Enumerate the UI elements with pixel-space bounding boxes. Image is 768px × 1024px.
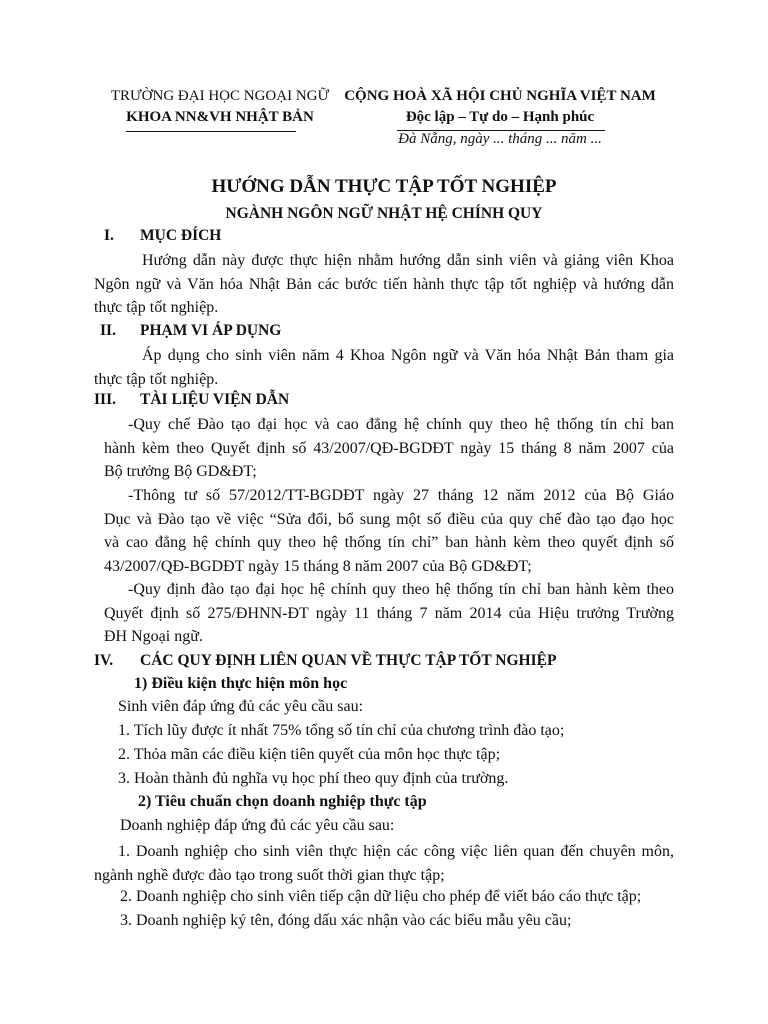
subsection-1-heading: 1) Điều kiện thực hiện môn học [134, 675, 348, 692]
section-1-line-3: thực tập tốt nghiệp. [94, 299, 219, 316]
section-1-title: MỤC ĐÍCH [140, 227, 222, 244]
section-2-line-1: Áp dụng cho sinh viên năm 4 Khoa Ngôn ngữ và Văn hóa Nhật Bản tham gia [142, 347, 674, 364]
subsection-2-heading: 2) Tiêu chuẩn chọn doanh nghiệp thực tập [138, 793, 427, 810]
enterprise-1-line-1: 1. Doanh nghiệp cho sinh viên thực hiện các công việc liên quan đến chuyên môn, [118, 843, 674, 860]
reference-item-2 [104, 484, 674, 578]
date-line: Đà Nẵng, ngày ... tháng ... năm ... [398, 131, 602, 147]
school-name: TRƯỜNG ĐẠI HỌC NGOẠI NGỮ [110, 88, 330, 104]
section-2-line-2: thực tập tốt nghiệp. [94, 370, 219, 388]
document-title: HƯỚNG DẪN THỰC TẬP TỐT NGHIỆP [211, 176, 557, 197]
subsection-2-intro: Doanh nghiệp đáp ứng đủ các yêu cầu sau: [120, 817, 395, 834]
faculty-name: KHOA NN&VH NHẬT BẢN [126, 109, 314, 125]
section-2-body [94, 344, 674, 391]
condition-item-1: 1. Tích lũy được ít nhất 75% tổng số tín chỉ của chương trình đào tạo; [118, 722, 565, 739]
enterprise-item-1 [94, 840, 674, 887]
section-4-title: CÁC QUY ĐỊNH LIÊN QUAN VỀ THỰC TẬP TỐT NGHIỆP [140, 652, 557, 669]
condition-item-2: 2. Thỏa mãn các điều kiện tiên quyết của môn học thực tập; [118, 746, 501, 763]
subsection-1-intro: Sinh viên đáp ứng đủ các yêu cầu sau: [118, 698, 364, 715]
reference-2-line-2: Dục và Đào tạo về việc “Sửa đổi, bổ sung một số điều của quy chế đào tạo đạo học [104, 510, 674, 528]
section-1-line-1: Hướng dẫn này được thực hiện nhằm hướng dẫn sinh viên và giảng viên Khoa [142, 252, 674, 269]
section-2-title: PHẠM VI ÁP DỤNG [140, 322, 282, 339]
enterprise-item-3: 3. Doanh nghiệp ký tên, đóng dấu xác nhận vào các biểu mẫu yêu cầu; [120, 912, 572, 929]
enterprise-item-2: 2. Doanh nghiệp cho sinh viên tiếp cận dữ liệu cho phép để viết báo cáo thực tập; [120, 888, 642, 905]
section-1-number: I. [104, 227, 114, 244]
section-4-number: IV. [94, 652, 114, 669]
document-subtitle: NGÀNH NGÔN NGỮ NHẬT HỆ CHÍNH QUY [225, 205, 543, 222]
faculty-underline [126, 131, 296, 132]
reference-2-line-1: -Thông tư số 57/2012/TT-BGDĐT ngày 27 tháng 12 năm 2012 của Bộ Giáo [128, 487, 674, 504]
section-3-number: III. [94, 391, 116, 408]
reference-1-line-1: -Quy chế Đào tạo đại học và cao đẳng hệ chính quy theo hệ thống tín chỉ ban [128, 416, 674, 433]
reference-item-1 [104, 413, 674, 484]
reference-2-line-3: và cao đẳng hệ chính quy theo hệ thống tín chỉ” ban hành kèm theo quyết định số [104, 534, 674, 551]
reference-1-line-3: Bộ trưởng Bộ GD&ĐT; [104, 463, 257, 480]
section-3-title: TÀI LIỆU VIỆN DẪN [140, 391, 290, 408]
reference-3-line-1: -Quy định đào tạo đại học hệ chính quy theo hệ thống tín chỉ ban hành kèm theo [128, 581, 674, 598]
reference-item-3 [104, 578, 674, 649]
reference-1-line-2: hành kèm theo Quyết định số 43/2007/QĐ-BGDĐT ngày 15 tháng 8 năm 2007 của [104, 439, 674, 457]
national-title: CỘNG HOÀ XÃ HỘI CHỦ NGHĨA VIỆT NAM [344, 88, 656, 104]
national-motto: Độc lập – Tự do – Hạnh phúc [405, 109, 595, 125]
reference-2-line-4: 43/2007/QĐ-BGDĐT ngày 15 tháng 8 năm 2007 của Bộ GD&ĐT; [104, 557, 532, 575]
section-2-number: II. [100, 322, 116, 339]
section-1-line-2: Ngôn ngữ và Văn hóa Nhật Bản các bước tiến hành thực tập tốt nghiệp và hướng dẫn [94, 275, 674, 293]
condition-item-3: 3. Hoàn thành đủ nghĩa vụ học phí theo quy định của trường. [118, 770, 509, 787]
section-1-body [94, 249, 674, 320]
enterprise-1-line-2: ngành nghề được đào tạo trong suốt thời gian thực tập; [94, 866, 445, 884]
reference-3-line-3: ĐH Ngoại ngữ. [104, 628, 203, 645]
reference-3-line-2: Quyết định số 275/ĐHNN-ĐT ngày 11 tháng 7 năm 2014 của Hiệu trưởng Trường [104, 604, 674, 622]
